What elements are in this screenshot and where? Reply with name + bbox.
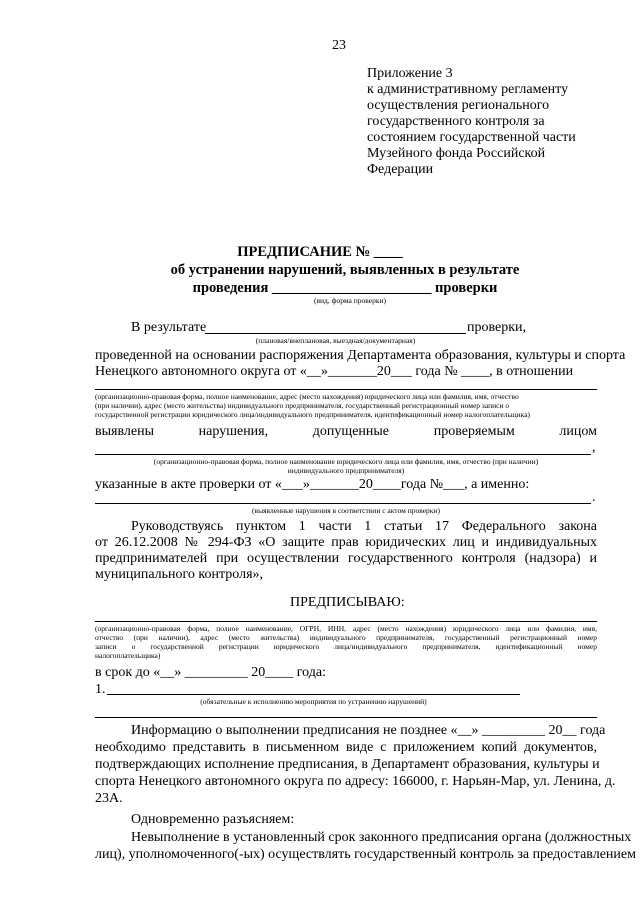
appendix-line: состоянием государственной части — [367, 130, 576, 145]
p4-line2: от 26.12.2008 № 294-ФЗ «О защите прав юридических лиц и индивидуальных — [95, 535, 597, 550]
appendix-line: государственного контроля за — [367, 114, 545, 129]
p4-line3: предпринимателей при осуществлении государственного контроля (надзора) и — [95, 551, 597, 566]
p4-last: муниципального контроля», — [95, 567, 264, 582]
appendix-line: к административному регламенту — [367, 82, 569, 97]
caption-measures: (обязательные к исполнению мероприятия по устранению нарушений) — [200, 697, 427, 706]
violations-line[interactable] — [95, 503, 591, 504]
violator-line[interactable] — [95, 454, 591, 455]
p5-line4: спорта Ненецкого автономного округа по адресу: 166000, г. Нарьян-Мар, ул. Ленина, д. — [95, 774, 616, 789]
prescribe-heading: ПРЕДПИСЫВАЮ: — [290, 595, 405, 610]
deadline-line: в срок до «__» _________ 20____ года: — [95, 665, 326, 680]
measures-extra-line[interactable] — [95, 717, 597, 718]
p1-line2: проведенной на основании распоряжения Департамента образования, культуры и спорта — [95, 348, 626, 363]
appendix-line: осуществления регионального — [367, 98, 550, 113]
subject-line[interactable] — [95, 389, 597, 390]
caption-violations: (выявленные нарушения в соответствии с актом проверки) — [252, 506, 440, 515]
p5-line3: подтверждающих исполнение предписания, в Департамент образования, культуры и — [95, 757, 600, 772]
caption-inspection-type: (вид, форма проверки) — [313, 296, 386, 305]
appendix-line: Музейного фонда Российской — [367, 146, 546, 161]
inspection-kind-line[interactable] — [205, 333, 466, 334]
caption-subject: (организационно-правовая форма, полное наименование, адрес (место нахождения) юридического лица или фамилия, имя, отчество (при наличии), адрес (место жительства) индивидуального предпринимателя, государственный регистрационный номер записи о государственной регистрации юридического лица/индивидуального предпринимателя, идентификационный номер налогоплательщика) — [95, 392, 531, 419]
document-subtitle: об устранении нарушений, выявленных в результате — [170, 262, 520, 278]
p5-line1: Информацию о выполнении предписания не позднее «__» _________ 20__ года — [131, 723, 606, 738]
caption-addressee: (организационно-правовая форма, полное наименование, ОГРН, ИНН, адрес (место нахождения) юридического лица или фамилия, имя, отчество (при наличии), адрес (место жительства) индивидуального предпринимателя, государственный регистрационный номер записи о государственной регистрации юридического лица/индивидуального предпринимателя, идентификационный номер налогоплательщика) — [95, 624, 597, 660]
caption-planned: (плановая/внеплановая, выездная/документарная) — [255, 336, 416, 345]
p2-line: выявлены нарушения, допущенные проверяемым лицом — [95, 424, 597, 439]
addressee-line[interactable] — [95, 621, 597, 622]
p5-last: 23А. — [95, 791, 123, 806]
appendix-line: Приложение 3 — [367, 66, 453, 81]
p6-line: Одновременно разъясняем: — [131, 812, 295, 827]
item-1-number: 1. — [95, 682, 106, 697]
appendix-line: Федерации — [367, 162, 434, 177]
p4-line1: Руководствуясь пунктом 1 части 1 статьи 17 Федерального закона — [131, 519, 597, 534]
appendix-block — [367, 66, 576, 178]
p3-line: указанные в акте проверки от «___»_______20____года №___, а именно: — [95, 477, 530, 492]
p1-start: В результате — [131, 320, 207, 335]
p3-dot: . — [592, 490, 596, 505]
caption-violator: (организационно-правовая форма, полное наименование юридического лица или фамилия, имя, отчество (при наличии) индивидуального предпринимателя) — [153, 457, 539, 475]
item-1-line[interactable] — [107, 694, 520, 695]
p1-end: проверки, — [467, 320, 527, 335]
p5-line2: необходимо представить в письменном виде с приложением копий документов, — [95, 740, 597, 755]
document-subtitle-inspection: проведения ______________________ проверки — [192, 280, 498, 296]
p7-line2: лиц), уполномоченного(-ых) осуществлять государственный контроль за предоставлением — [95, 847, 636, 862]
p7-line1: Невыполнение в установленный срок законного предписания органа (должностных — [131, 830, 632, 845]
document-title: ПРЕДПИСАНИЕ № ____ — [237, 244, 403, 260]
page-number: 23 — [332, 38, 346, 53]
p1-line3: Ненецкого автономного округа от «__»_______20___ года № ____, в отношении — [95, 364, 574, 379]
p2-comma: , — [592, 440, 596, 455]
